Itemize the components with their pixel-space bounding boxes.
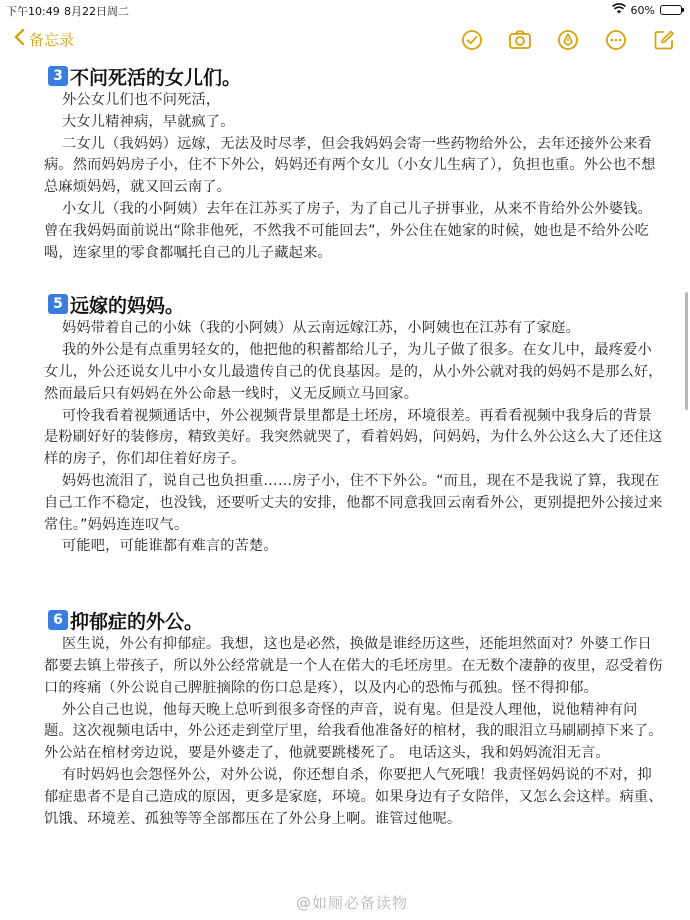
markup-button[interactable] <box>556 28 580 52</box>
section-number-badge: 5 <box>48 294 68 314</box>
back-button[interactable] <box>14 28 74 50</box>
paragraph: 妈妈带着自己的小妹（我的小阿姨）从云南远嫁江苏，小阿姨也在江苏有了家庭。 <box>62 320 580 337</box>
section-heading <box>48 290 664 318</box>
camera-icon <box>508 29 532 51</box>
battery-icon <box>660 5 682 15</box>
chevron-left-icon <box>14 28 25 50</box>
section-heading <box>48 606 664 634</box>
paragraph: 我的外公是有点重男轻女的，他把他的积蓄都给儿子，为儿子做了很多。在女儿中，最疼爱小女儿，外公还说女儿中小女儿最遗传自己的优良基因。是的，从小外公就对我的妈妈不是那么好，然而最后只有妈妈在外公命悬一线时，义无反顾立马回家。 <box>44 342 663 402</box>
paragraph: 妈妈也流泪了，说自己也负担重……房子小，住不下外公。“而且，现在不是我说了算，我现在自己工作不稳定，也没钱，还要听丈夫的安排，他都不同意我回云南看外公，更别提把外公接过来常住。”妈妈连连叹气。 <box>44 472 663 533</box>
scrollbar[interactable] <box>685 292 688 410</box>
more-button[interactable] <box>604 28 628 52</box>
more-icon <box>605 29 627 51</box>
status-bar <box>0 0 690 20</box>
wifi-icon <box>612 3 626 17</box>
checklist-button[interactable] <box>460 28 484 52</box>
paragraph: 有时妈妈也会怨怪外公，对外公说，你还想自杀，你要把人气死哦！我责怪妈妈说的不对，抑郁症患者不是自己造成的原因，更多是家庭，环境。如果身边有子女陪伴，又怎么会这样。病重、饥饿、环境差、孤独等等全部都压在了外公身上啊。谁管过他呢。 <box>44 766 663 827</box>
paragraph: 外公自己也说，他每天晚上总听到很多奇怪的声音，说有鬼。但是没人理他，说他精神有问题。这次视频电话中，外公还走到堂厅里，给我看他准备好的棺材，我的眼泪立马刷刷掉下来了。外公站在棺材旁边说，要是外婆走了，他就要跳楼死了。 电话这头，我和妈妈流泪无言。 <box>44 701 663 762</box>
pen-tip-icon <box>557 29 579 51</box>
section-number-badge: 3 <box>48 66 68 86</box>
compose-icon <box>653 29 675 51</box>
section-3 <box>44 62 664 264</box>
section-number-badge: 6 <box>48 610 68 630</box>
watermark: @如厕必备读物 <box>296 894 409 912</box>
camera-button[interactable] <box>508 28 532 52</box>
section-heading <box>48 62 664 90</box>
toolbar-actions <box>460 28 676 52</box>
battery-percent: 60% <box>630 3 655 17</box>
paragraph: 小女儿（我的小阿姨）去年在江苏买了房子，为了自己儿子拼事业，从来不肯给外公外婆钱。曾在我妈妈面前说出“除非他死，不然我不可能回去”，外公住在她家的时候，她也是不给外公吃喝，连家里的零食都嘱托自己的儿子藏起来。 <box>44 200 652 261</box>
paragraph: 外公女儿们也不问死活， <box>62 92 221 108</box>
paragraph: 可能吧，可能谁都有难言的苦楚。 <box>62 538 278 555</box>
paragraph: 大女儿精神病，早就疯了。 <box>62 113 235 130</box>
toolbar <box>0 22 690 58</box>
checklist-icon <box>461 29 483 51</box>
paragraph: 医生说，外公有抑郁症。我想，这也是必然，换做是谁经历这些，还能坦然面对？外婆工作日都要去镇上带孩子，所以外公经常就是一个人在偌大的毛坯房里。在无数个凄静的夜里，忍受着伤口的疼痛（外公说自己脾脏摘除的伤口总是疼），以及内心的恐怖与孤独。怪不得抑郁。 <box>44 636 663 696</box>
paragraph: 二女儿（我妈妈）远嫁，无法及时尽孝，但会我妈妈会寄一些药物给外公，去年还接外公来看病。然而妈妈房子小，住不下外公，妈妈还有两个女儿（小女儿生病了），负担也重。外公也不想总麻烦妈妈，就又回云南了。 <box>44 135 656 196</box>
compose-button[interactable] <box>652 28 676 52</box>
section-5 <box>44 290 664 558</box>
section-title: 抑郁症的外公。 <box>70 610 204 633</box>
back-label: 备忘录 <box>29 30 75 49</box>
section-title: 不问死活的女儿们。 <box>70 66 242 89</box>
status-right <box>612 3 682 17</box>
note-body[interactable] <box>44 62 664 830</box>
section-6 <box>44 606 664 830</box>
section-title: 远嫁的妈妈。 <box>70 294 185 317</box>
paragraph: 可怜我看着视频通话中，外公视频背景里都是土坯房，环境很差。再看看视频中我身后的背景是粉刷好好的装修房，精致美好。我突然就哭了，看着妈妈，问妈妈，为什么外公这么大了还住这样的房子，你们却住着好房子。 <box>44 407 663 468</box>
status-date: 8月22日周二 <box>64 5 129 18</box>
status-time: 下午10:49 <box>6 5 60 18</box>
